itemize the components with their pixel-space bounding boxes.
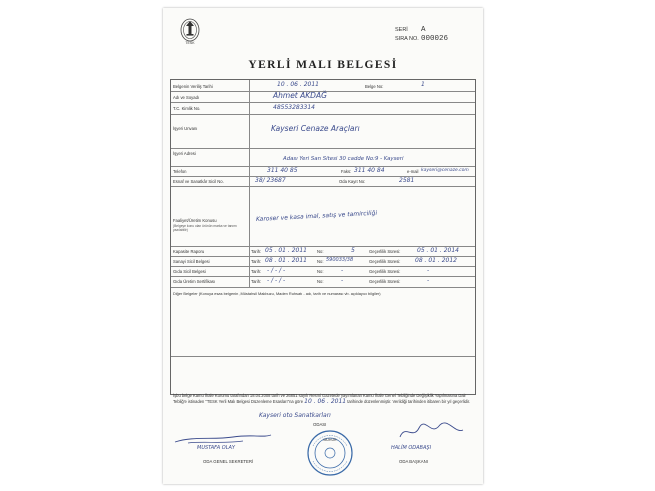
food-reg-no-label: No:	[317, 269, 324, 274]
activity-label: Faaliyet/Üretim Konusu	[173, 218, 217, 223]
address-value: Adası Yeri San Sitesi 30 cadde No:9 - Kayseri	[283, 156, 404, 162]
industry-no-label: No:	[317, 259, 324, 264]
food-reg-date: - / - / -	[267, 267, 286, 274]
phone-label: Telefon	[173, 169, 187, 174]
industry-date-label: Tarih:	[251, 259, 262, 264]
row-divider	[171, 186, 475, 187]
capacity-no: 5	[351, 247, 355, 254]
certification-text-part1: İşbu belge Kamu İhale Kurumu tarafından 18.04.2008 tarih ve 26851 sayılı Resmi Gazetede yayımlanan Kamu İhale Genel Tebliğinde Değişiklik Yapılmasına Dair Tebliğ'e istinaden "TESK Yerli Malı Belgesi Düzenleme Esasları"na göre	[173, 393, 466, 404]
chamber-no-value: 2581	[399, 177, 415, 184]
logo-text: TESK	[185, 41, 195, 45]
food-prod-validity-label: Geçerlilik Süresi:	[369, 279, 401, 284]
industry-validity: 08 . 01 . 2012	[415, 257, 457, 264]
food-reg-date-label: Tarih:	[251, 269, 262, 274]
fax-label: Faks:	[341, 169, 352, 174]
email-label: e-mail	[407, 169, 419, 174]
activity-value: Karoser ve kasa imal, satış ve tamirciliği	[255, 209, 378, 223]
president-name: HALİM ODABAŞI	[391, 445, 432, 451]
secretary-name: MUSTAFA OLAY	[197, 445, 235, 451]
chamber-handwritten: Kayseri oto Sanatkarları	[259, 412, 331, 419]
industry-date: 08 . 01 . 2011	[265, 257, 307, 264]
cert-no-value: 1	[421, 81, 425, 88]
name-label: Adı ve Soyadı	[173, 95, 200, 100]
certification-date: 10 . 06 . 2011	[304, 398, 347, 405]
registry-label: Esnaf ve Sanatkâr Sicil No.	[173, 179, 224, 184]
food-reg-no: -	[341, 267, 344, 274]
capacity-validity-label: Geçerlilik Süresi:	[369, 249, 401, 254]
capacity-label: Kapasite Raporu	[173, 249, 205, 254]
column-divider	[249, 80, 250, 287]
row-divider	[171, 176, 475, 177]
industry-validity-label: Geçerlilik Süresi:	[369, 259, 401, 264]
certification-text	[173, 393, 473, 405]
serial-block	[395, 26, 448, 44]
registry-value: 38/ 23687	[255, 177, 286, 184]
chamber-no-label: Oda Kayıt No:	[339, 179, 366, 184]
form-table	[170, 79, 476, 395]
food-prod-validity: -	[427, 277, 430, 284]
name-value: Ahmet AKDAĞ	[273, 91, 327, 100]
president-title: ODA BAŞKANI	[399, 459, 428, 464]
secretary-signature	[173, 432, 273, 446]
business-value: Kayseri Cenaze Araçları	[271, 124, 360, 133]
row-divider	[171, 356, 475, 357]
email-value: kayseri@cenaze.com	[421, 168, 469, 173]
industry-label: Sanayi Sicil Belgesi	[173, 259, 210, 264]
row-divider	[171, 276, 475, 277]
president-signature	[395, 422, 465, 442]
food-reg-validity-label: Geçerlilik Süresi:	[369, 269, 401, 274]
chamber-label: ODASI	[313, 422, 327, 427]
activity-note: (Belgeye konu olan ürünün marka ve tanımı yazılabilir)	[173, 224, 237, 232]
food-prod-date-label: Tarih:	[251, 279, 262, 284]
issue-date-value: 10 . 06 . 2011	[277, 81, 319, 88]
sira-value: 000026	[421, 35, 449, 43]
food-prod-label: Gıda Üretim Sertifikası	[173, 279, 216, 284]
business-label: İşyeri Unvanı	[173, 126, 198, 131]
row-divider	[171, 102, 475, 103]
food-prod-no-label: No:	[317, 279, 324, 284]
capacity-validity: 05 . 01 . 2014	[417, 247, 459, 254]
other-docs-label: Diğer Belgeler (Konuya esas belgenin ,Müstahsil Makbuzu, Maden Ruhsatı - adı, tarih ve numarası vb. açıklayıcı bilgiler)	[173, 291, 381, 296]
food-reg-validity: -	[427, 267, 430, 274]
row-divider	[171, 114, 475, 115]
sira-label: SIRA NO.	[395, 36, 419, 42]
phone-value: 311 40 85	[267, 167, 298, 174]
seri-label: SERİ	[395, 27, 408, 33]
document-title: YERLİ MALI BELGESİ	[248, 59, 398, 71]
industry-no: 590033/38	[326, 257, 354, 263]
food-prod-no: -	[341, 277, 344, 284]
capacity-no-label: No:	[317, 249, 324, 254]
secretary-title: ODA GENEL SEKRETERİ	[203, 459, 254, 464]
address-label: İşyeri Adresi	[173, 151, 196, 156]
issue-date-label: Belgenin Veriliş Tarihi	[173, 84, 213, 89]
fax-value: 311 40 84	[354, 167, 385, 174]
yerli-mali-belgesi-document	[163, 8, 483, 484]
capacity-date-label: Tarih:	[251, 249, 262, 254]
capacity-date: 05 . 01 . 2011	[265, 247, 307, 254]
stamp-label: MÜHÜR	[323, 438, 337, 442]
certification-text-part2: tarihinde düzenlenmiştir. Verildiği tarihinden itibaren bir yıl geçerlidir.	[347, 399, 471, 404]
seri-value: A	[421, 26, 426, 34]
official-stamp	[305, 428, 355, 478]
food-prod-date: - / - / -	[267, 277, 286, 284]
tesk-logo	[179, 17, 201, 47]
food-reg-label: Gıda Sicil Belgesi	[173, 269, 206, 274]
row-divider	[171, 287, 475, 288]
row-divider	[171, 266, 475, 267]
tc-value: 48553283314	[273, 104, 315, 111]
tc-label: T.C. Kimlik No.	[173, 106, 201, 111]
cert-no-label: Belge No:	[365, 84, 384, 89]
row-divider	[171, 148, 475, 149]
